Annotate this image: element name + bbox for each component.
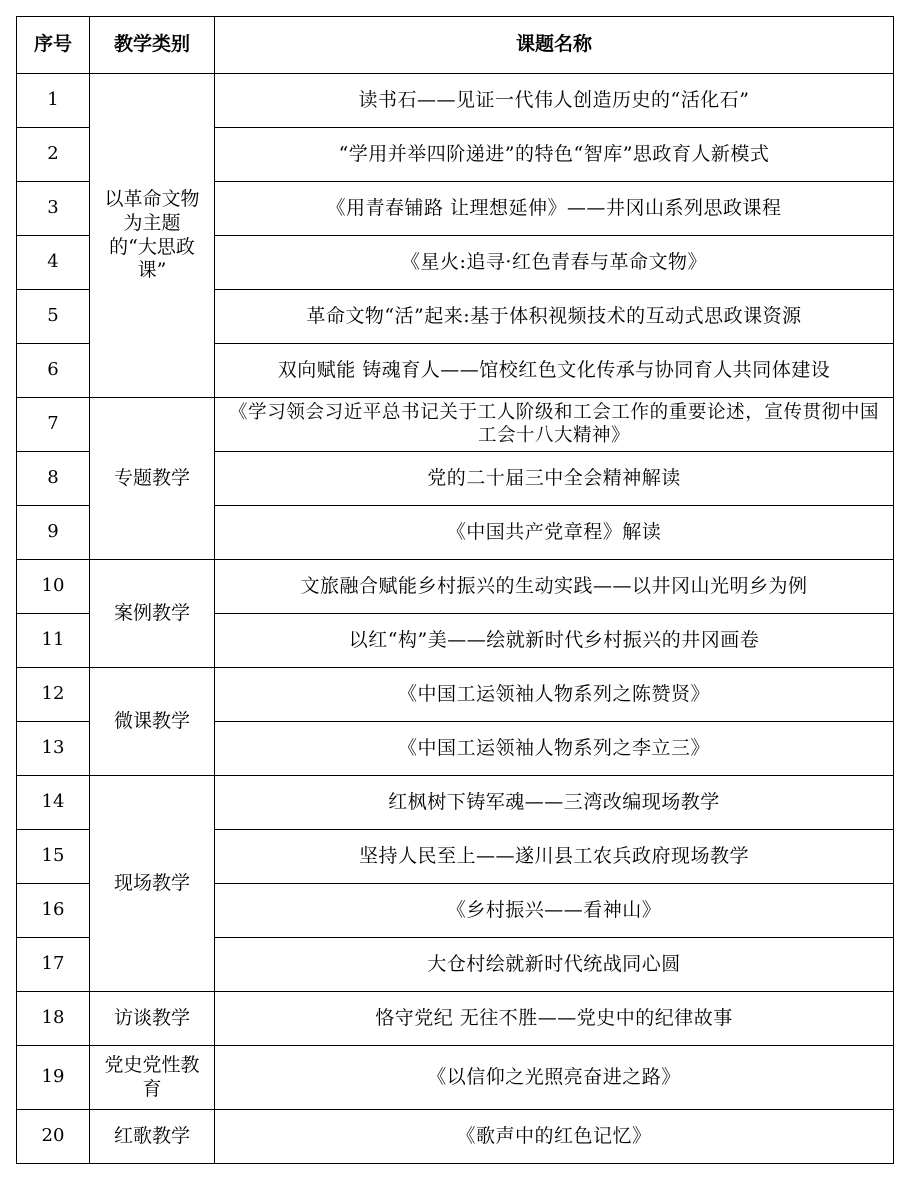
row-index: 4 (17, 236, 90, 290)
topic-cell: 以红“构”美——绘就新时代乡村振兴的井冈画卷 (215, 614, 894, 668)
table-row (17, 560, 894, 614)
row-index: 20 (17, 1110, 90, 1164)
topic-cell: 大仓村绘就新时代统战同心圆 (215, 938, 894, 992)
category-cell: 访谈教学 (90, 992, 215, 1046)
topic-cell: 《以信仰之光照亮奋进之路》 (215, 1046, 894, 1110)
table-row (17, 776, 894, 830)
row-index: 14 (17, 776, 90, 830)
category-cell: 现场教学 (90, 776, 215, 992)
topic-cell: 《中国工运领袖人物系列之李立三》 (215, 722, 894, 776)
row-index: 12 (17, 668, 90, 722)
topic-cell: 《乡村振兴——看神山》 (215, 884, 894, 938)
table-row (17, 1046, 894, 1110)
row-index: 3 (17, 182, 90, 236)
category-cell: 党史党性教育 (90, 1046, 215, 1110)
row-index: 5 (17, 290, 90, 344)
header-index: 序号 (17, 17, 90, 74)
row-index: 8 (17, 452, 90, 506)
category-cell: 红歌教学 (90, 1110, 215, 1164)
row-index: 15 (17, 830, 90, 884)
row-index: 6 (17, 344, 90, 398)
row-index: 7 (17, 398, 90, 452)
course-table (16, 16, 894, 1164)
topic-cell: 坚持人民至上——遂川县工农兵政府现场教学 (215, 830, 894, 884)
topic-cell: 读书石——见证一代伟人创造历史的“活化石” (215, 74, 894, 128)
row-index: 1 (17, 74, 90, 128)
table-row (17, 74, 894, 128)
topic-cell: 《星火:追寻·红色青春与革命文物》 (215, 236, 894, 290)
table-row (17, 668, 894, 722)
table-row (17, 992, 894, 1046)
topic-cell: 《歌声中的红色记忆》 (215, 1110, 894, 1164)
topic-cell: 双向赋能 铸魂育人——馆校红色文化传承与协同育人共同体建设 (215, 344, 894, 398)
row-index: 13 (17, 722, 90, 776)
category-cell (90, 74, 215, 398)
category-cell: 专题教学 (90, 398, 215, 560)
row-index: 16 (17, 884, 90, 938)
topic-cell: 党的二十届三中全会精神解读 (215, 452, 894, 506)
table-row (17, 398, 894, 452)
topic-cell: 《中国工运领袖人物系列之陈赞贤》 (215, 668, 894, 722)
topic-cell: “学用并举四阶递进”的特色“智库”思政育人新模式 (215, 128, 894, 182)
row-index: 10 (17, 560, 90, 614)
row-index: 19 (17, 1046, 90, 1110)
row-index: 17 (17, 938, 90, 992)
row-index: 11 (17, 614, 90, 668)
topic-cell: 《学习领会习近平总书记关于工人阶级和工会工作的重要论述，宣传贯彻中国工会十八大精神》 (215, 398, 894, 452)
topic-cell: 《用青春铺路 让理想延伸》——井冈山系列思政课程 (215, 182, 894, 236)
row-index: 18 (17, 992, 90, 1046)
topic-cell: 红枫树下铸军魂——三湾改编现场教学 (215, 776, 894, 830)
category-cell: 微课教学 (90, 668, 215, 776)
topic-cell: 文旅融合赋能乡村振兴的生动实践——以井冈山光明乡为例 (215, 560, 894, 614)
topic-cell: 《中国共产党章程》解读 (215, 506, 894, 560)
header-category: 教学类别 (90, 17, 215, 74)
table-row (17, 1110, 894, 1164)
topic-cell: 革命文物“活”起来:基于体积视频技术的互动式思政课资源 (215, 290, 894, 344)
topic-cell: 恪守党纪 无往不胜——党史中的纪律故事 (215, 992, 894, 1046)
category-label: 以革命文物为主题的“大思政课” (104, 188, 200, 282)
category-cell: 案例教学 (90, 560, 215, 668)
row-index: 2 (17, 128, 90, 182)
header-row (17, 17, 894, 74)
header-topic: 课题名称 (215, 17, 894, 74)
row-index: 9 (17, 506, 90, 560)
